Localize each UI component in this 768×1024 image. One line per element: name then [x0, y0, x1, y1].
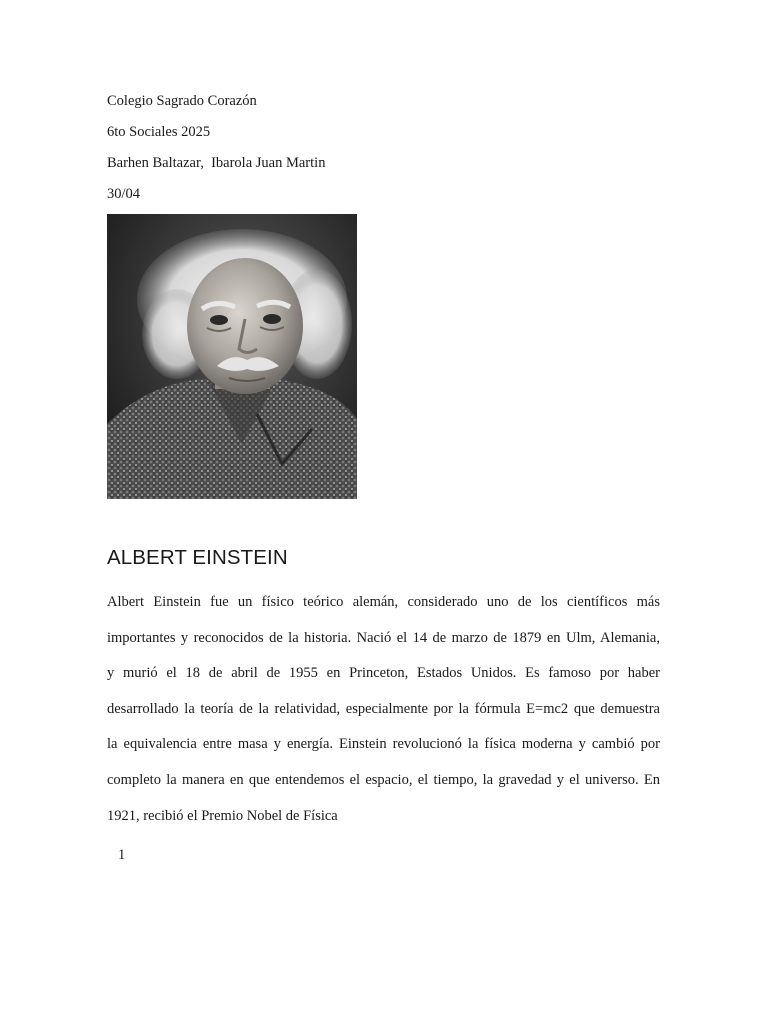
body-line: 1921, recibió el Premio Nobel de Física — [107, 807, 338, 824]
portrait-photo — [107, 214, 357, 499]
course-name: 6to Sociales 2025 — [107, 124, 211, 140]
body-line: completo la manera en que entendemos el espacio, el tiempo, la gravedad y el universo. En — [107, 771, 660, 788]
body-line: importantes y reconocidos de la historia. Nació el 14 de marzo de 1879 en Ulm, Alemania, — [107, 629, 660, 646]
article-body — [107, 585, 660, 834]
body-line: la equivalencia entre masa y energía. Einstein revolucionó la física moderna y cambió por — [107, 736, 660, 753]
article-title: ALBERT EINSTEIN — [107, 546, 288, 569]
body-line: desarrollado la teoría de la relatividad, especialmente por la fórmula E=mc2 que demuestra — [107, 700, 660, 717]
page-number: 1 — [118, 847, 126, 863]
school-name: Colegio Sagrado Corazón — [107, 93, 257, 109]
body-line: y murió el 18 de abril de 1955 en Princeton, Estados Unidos. Es famoso por haber — [107, 665, 660, 682]
body-line: Albert Einstein fue un físico teórico alemán, considerado uno de los científicos más — [107, 594, 660, 610]
authors: Barhen Baltazar, Ibarola Juan Martin — [107, 155, 326, 171]
date: 30/04 — [107, 186, 141, 202]
